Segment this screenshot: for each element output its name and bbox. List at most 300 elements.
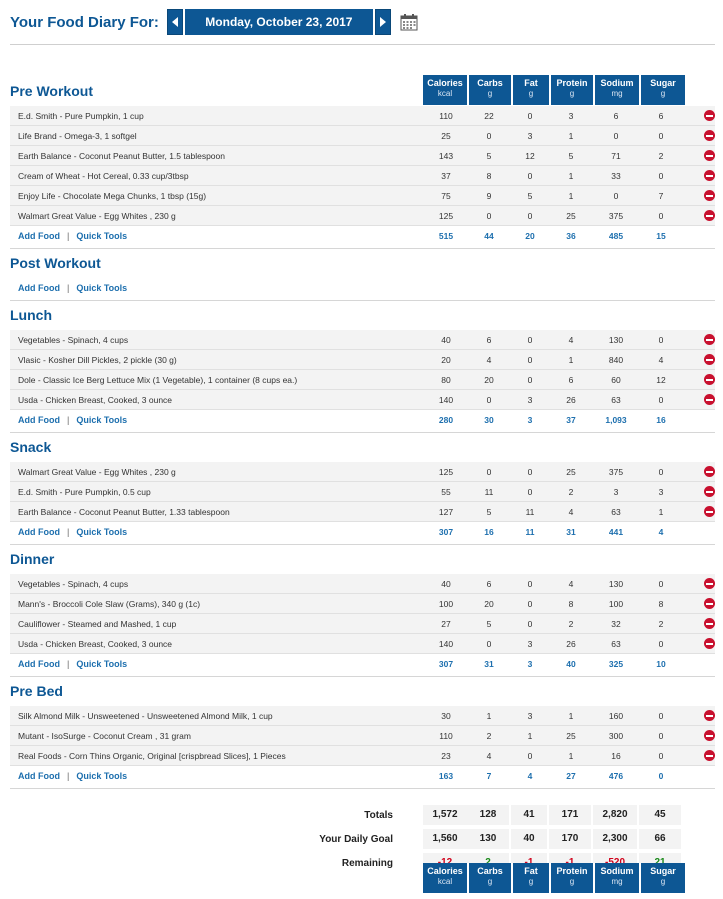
meal-total-sodium: 476 xyxy=(608,771,624,781)
food-entry-carbs: 0 xyxy=(486,394,492,405)
food-entry-row[interactable] xyxy=(10,330,715,350)
food-entry-sodium: 130 xyxy=(608,578,624,589)
column-header-label: Protein xyxy=(556,866,588,876)
food-entry-calories: 127 xyxy=(438,506,454,517)
meal-total-calories: 163 xyxy=(438,771,454,781)
food-entry-row[interactable] xyxy=(10,106,715,126)
summary-goal-protein: 170 xyxy=(549,829,591,849)
food-entry-row[interactable] xyxy=(10,706,715,726)
column-header-unit: kcal xyxy=(437,89,453,98)
meal-total-calories: 307 xyxy=(438,659,454,669)
meal-divider xyxy=(10,788,715,789)
food-entry-carbs: 1 xyxy=(486,710,492,721)
delete-entry-icon[interactable] xyxy=(704,506,715,517)
meal-totals-row xyxy=(10,226,715,246)
food-entry-carbs: 0 xyxy=(486,130,492,141)
meal-total-carbs: 30 xyxy=(484,415,494,425)
food-entry-row[interactable] xyxy=(10,634,715,654)
delete-entry-icon[interactable] xyxy=(704,730,715,741)
meal-total-sodium: 1,093 xyxy=(605,415,627,425)
summary-totals-sugar: 45 xyxy=(639,805,681,825)
food-entry-calories: 23 xyxy=(441,750,451,761)
summary-totals-carbs: 128 xyxy=(467,805,509,825)
food-entry-sodium: 63 xyxy=(611,638,621,649)
food-entry-fat: 0 xyxy=(527,374,533,385)
previous-day-button[interactable] xyxy=(167,9,183,35)
summary-totals-fat: 41 xyxy=(511,805,547,825)
food-entry-sugar: 0 xyxy=(658,334,664,345)
column-header-unit: g xyxy=(569,89,575,98)
meal-total-calories: 307 xyxy=(438,527,454,537)
delete-entry-icon[interactable] xyxy=(704,210,715,221)
meal-total-sodium: 485 xyxy=(608,231,624,241)
food-entry-carbs: 8 xyxy=(486,170,492,181)
meal-total-carbs: 44 xyxy=(484,231,494,241)
meal-actions xyxy=(10,283,418,293)
food-entry-sodium: 32 xyxy=(611,618,621,629)
food-entry-name[interactable]: Usda - Chicken Breast, Cooked, 3 ounce xyxy=(18,638,173,649)
food-entry-fat: 0 xyxy=(527,486,533,497)
food-entry-calories: 110 xyxy=(439,730,453,741)
quick-tools-link[interactable]: Quick Tools xyxy=(76,771,128,781)
food-entry-sugar: 0 xyxy=(658,578,664,589)
food-entry-sodium: 3 xyxy=(613,486,619,497)
food-entry-calories: 140 xyxy=(438,638,454,649)
meal-totals-row xyxy=(10,766,715,786)
food-entry-carbs: 20 xyxy=(484,598,494,609)
food-entry-calories: 37 xyxy=(441,170,451,181)
meal-divider xyxy=(10,676,715,677)
column-header-carbs xyxy=(469,863,513,893)
food-entry-row[interactable] xyxy=(10,206,715,226)
food-entry-carbs: 0 xyxy=(486,466,492,477)
food-entry-name[interactable]: Usda - Chicken Breast, Cooked, 3 ounce xyxy=(18,394,173,405)
quick-tools-link[interactable]: Quick Tools xyxy=(76,283,128,293)
meal-title-pre-bed: Pre Bed xyxy=(10,683,63,699)
column-headers-top xyxy=(423,75,685,105)
column-header-unit: g xyxy=(569,877,575,886)
food-entry-sodium: 63 xyxy=(611,394,621,405)
column-header-protein xyxy=(551,863,595,893)
food-entry-sugar: 2 xyxy=(658,618,664,629)
food-entry-carbs: 5 xyxy=(486,618,492,629)
food-entry-protein: 25 xyxy=(566,210,576,221)
food-entry-fat: 3 xyxy=(527,394,533,405)
food-entry-sugar: 6 xyxy=(658,110,664,121)
food-entry-carbs: 5 xyxy=(486,150,492,161)
meal-actions xyxy=(10,231,418,241)
meal-title-snack: Snack xyxy=(10,439,52,455)
food-entry-row[interactable] xyxy=(10,390,715,410)
food-entry-name[interactable]: Walmart Great Value - Egg Whites , 230 g xyxy=(18,210,176,221)
meal-actions xyxy=(10,659,418,669)
summary-totals-row xyxy=(10,805,715,825)
food-entry-sodium: 160 xyxy=(608,710,624,721)
meal-totals-row xyxy=(10,410,715,430)
delete-entry-icon[interactable] xyxy=(704,150,715,161)
food-entry-protein: 5 xyxy=(568,150,574,161)
food-entry-carbs: 4 xyxy=(486,354,492,365)
meal-total-protein: 40 xyxy=(566,659,576,669)
summary-goal-row xyxy=(10,829,715,849)
food-entry-row[interactable] xyxy=(10,502,715,522)
food-entry-protein: 25 xyxy=(566,730,576,741)
meal-total-carbs: 31 xyxy=(484,659,494,669)
meal-total-fat: 11 xyxy=(525,527,535,537)
meal-title-post-workout: Post Workout xyxy=(10,255,101,271)
summary-goal-fat: 40 xyxy=(511,829,547,849)
delete-entry-icon[interactable] xyxy=(704,750,715,761)
column-header-unit: g xyxy=(660,89,666,98)
column-header-label: Sodium xyxy=(600,866,634,876)
column-header-sodium xyxy=(595,75,641,105)
meal-total-carbs: 7 xyxy=(486,771,492,781)
food-entry-carbs: 20 xyxy=(484,374,494,385)
food-entry-sodium: 375 xyxy=(608,210,624,221)
delete-entry-icon[interactable] xyxy=(704,638,715,649)
food-entry-fat: 0 xyxy=(527,618,533,629)
food-entry-protein: 4 xyxy=(568,334,574,345)
food-entry-name[interactable]: Dole - Classic Ice Berg Lettuce Mix (1 Vegetable), 1 container (8 cups ea.) xyxy=(18,374,298,385)
food-entry-sodium: 130 xyxy=(608,334,624,345)
food-entry-protein: 1 xyxy=(568,750,574,761)
delete-entry-icon[interactable] xyxy=(704,618,715,629)
meal-total-protein: 36 xyxy=(566,231,576,241)
food-entry-name[interactable]: Silk Almond Milk - Unsweetened - Unsweetened Almond Milk, 1 cup xyxy=(18,710,273,721)
food-entry-sodium: 375 xyxy=(608,466,624,477)
food-entry-row[interactable] xyxy=(10,146,715,166)
food-entry-calories: 80 xyxy=(441,374,451,385)
column-header-sodium xyxy=(595,863,641,893)
summary-totals-label: Totals xyxy=(364,809,393,821)
meal-total-sugar: 0 xyxy=(658,771,664,781)
column-header-label: Sodium xyxy=(600,78,634,88)
meal-total-protein: 31 xyxy=(566,527,576,537)
food-entry-sugar: 0 xyxy=(658,466,664,477)
food-entry-fat: 0 xyxy=(527,578,533,589)
meal-divider xyxy=(10,300,715,301)
link-separator: | xyxy=(67,527,70,537)
food-entry-row[interactable] xyxy=(10,166,715,186)
quick-tools-link[interactable]: Quick Tools xyxy=(76,659,128,669)
column-header-label: Carbs xyxy=(477,866,503,876)
food-entry-name[interactable]: Earth Balance - Coconut Peanut Butter, 1.5 tablespoon xyxy=(18,150,225,161)
food-entry-sodium: 16 xyxy=(611,750,621,761)
food-entry-fat: 0 xyxy=(527,466,533,477)
meal-total-protein: 27 xyxy=(566,771,576,781)
food-entry-carbs: 11 xyxy=(484,486,494,497)
food-entry-name[interactable]: Vegetables - Spinach, 4 cups xyxy=(18,578,129,589)
food-entry-calories: 75 xyxy=(441,190,451,201)
food-entry-row[interactable] xyxy=(10,482,715,502)
summary-totals-calories: 1,572 xyxy=(423,805,467,825)
food-entry-protein: 1 xyxy=(568,170,574,181)
food-entry-carbs: 9 xyxy=(486,190,492,201)
food-entry-row[interactable] xyxy=(10,594,715,614)
link-separator: | xyxy=(67,231,70,241)
food-entry-name[interactable]: E.d. Smith - Pure Pumpkin, 0.5 cup xyxy=(18,486,151,497)
next-day-button[interactable] xyxy=(375,9,391,35)
food-entry-protein: 1 xyxy=(568,354,574,365)
food-entry-row[interactable] xyxy=(10,614,715,634)
summary-goal-calories: 1,560 xyxy=(423,829,467,849)
summary-goal-label: Your Daily Goal xyxy=(319,833,393,845)
food-entry-row[interactable] xyxy=(10,462,715,482)
summary-totals-sodium: 2,820 xyxy=(593,805,637,825)
diary-header xyxy=(10,8,418,36)
column-header-label: Protein xyxy=(556,78,588,88)
meal-total-calories: 515 xyxy=(438,231,454,241)
food-entry-row[interactable] xyxy=(10,126,715,146)
food-entry-sugar: 12 xyxy=(656,374,666,385)
add-food-link[interactable]: Add Food xyxy=(18,415,60,425)
food-entry-row[interactable] xyxy=(10,186,715,206)
delete-entry-icon[interactable] xyxy=(704,130,715,141)
column-header-unit: g xyxy=(528,89,534,98)
food-entry-sugar: 7 xyxy=(658,190,664,201)
column-header-protein xyxy=(551,75,595,105)
column-header-unit: g xyxy=(528,877,534,886)
summary-goal-sugar: 66 xyxy=(639,829,681,849)
meal-title-pre-workout: Pre Workout xyxy=(10,83,93,99)
meal-total-calories: 280 xyxy=(438,415,454,425)
meal-actions xyxy=(10,415,418,425)
food-entry-row[interactable] xyxy=(10,370,715,390)
meal-actions xyxy=(10,771,418,781)
food-entry-name[interactable]: Walmart Great Value - Egg Whites , 230 g xyxy=(18,466,176,477)
food-entry-protein: 25 xyxy=(566,466,576,477)
meal-total-sugar: 15 xyxy=(656,231,666,241)
column-header-unit: g xyxy=(487,877,493,886)
delete-entry-icon[interactable] xyxy=(704,394,715,405)
quick-tools-link[interactable]: Quick Tools xyxy=(76,231,128,241)
food-entry-protein: 1 xyxy=(568,130,574,141)
food-entry-name[interactable]: E.d. Smith - Pure Pumpkin, 1 cup xyxy=(18,110,144,121)
food-entry-calories: 140 xyxy=(438,394,454,405)
delete-entry-icon[interactable] xyxy=(704,170,715,181)
food-entry-name[interactable]: Vlasic - Kosher Dill Pickles, 2 pickle (30 g) xyxy=(18,354,177,365)
delete-entry-icon[interactable] xyxy=(704,466,715,477)
food-entry-carbs: 0 xyxy=(486,638,492,649)
food-entry-sodium: 63 xyxy=(611,506,621,517)
column-header-unit: kcal xyxy=(437,877,453,886)
food-entry-sodium: 840 xyxy=(608,354,624,365)
food-entry-sodium: 0 xyxy=(613,130,619,141)
food-entry-sodium: 0 xyxy=(613,190,619,201)
food-entry-fat: 0 xyxy=(527,170,533,181)
summary-goal-sodium: 2,300 xyxy=(593,829,637,849)
column-header-sugar xyxy=(641,863,685,893)
column-header-unit: g xyxy=(487,89,493,98)
food-entry-row[interactable] xyxy=(10,574,715,594)
food-entry-fat: 0 xyxy=(527,334,533,345)
column-header-label: Calories xyxy=(427,866,463,876)
column-header-label: Fat xyxy=(524,78,538,88)
food-entry-protein: 6 xyxy=(568,374,574,385)
quick-tools-link[interactable]: Quick Tools xyxy=(76,415,128,425)
delete-entry-icon[interactable] xyxy=(704,110,715,121)
delete-entry-icon[interactable] xyxy=(704,486,715,497)
delete-entry-icon[interactable] xyxy=(704,354,715,365)
meal-total-sugar: 10 xyxy=(656,659,666,669)
food-entry-sugar: 0 xyxy=(658,750,664,761)
food-entry-fat: 0 xyxy=(527,210,533,221)
column-header-fat xyxy=(513,75,551,105)
food-entry-calories: 55 xyxy=(441,486,451,497)
food-entry-carbs: 5 xyxy=(486,506,492,517)
food-entry-sugar: 0 xyxy=(658,394,664,405)
food-entry-name[interactable]: Enjoy Life - Chocolate Mega Chunks, 1 tbsp (15g) xyxy=(18,190,207,201)
caret-right-icon xyxy=(380,17,386,27)
column-header-fat xyxy=(513,863,551,893)
link-separator: | xyxy=(67,415,70,425)
food-entry-sugar: 0 xyxy=(658,710,664,721)
add-food-link[interactable]: Add Food xyxy=(18,283,60,293)
meal-divider xyxy=(10,432,715,433)
calendar-icon[interactable] xyxy=(400,13,418,31)
meal-total-fat: 3 xyxy=(527,415,533,425)
food-entry-sugar: 3 xyxy=(658,486,664,497)
food-entry-sugar: 2 xyxy=(658,150,664,161)
food-entry-protein: 2 xyxy=(568,618,574,629)
link-separator: | xyxy=(67,771,70,781)
meal-total-carbs: 16 xyxy=(484,527,494,537)
quick-tools-link[interactable]: Quick Tools xyxy=(76,527,128,537)
food-entry-fat: 12 xyxy=(525,150,535,161)
food-entry-fat: 5 xyxy=(527,190,533,201)
food-entry-row[interactable] xyxy=(10,726,715,746)
caret-left-icon xyxy=(172,17,178,27)
summary-totals-protein: 171 xyxy=(549,805,591,825)
add-food-link[interactable]: Add Food xyxy=(18,231,60,241)
food-entry-fat: 0 xyxy=(527,750,533,761)
column-header-calories xyxy=(423,75,469,105)
food-entry-carbs: 6 xyxy=(486,578,492,589)
food-entry-protein: 4 xyxy=(568,506,574,517)
column-header-carbs xyxy=(469,75,513,105)
food-entry-sugar: 0 xyxy=(658,638,664,649)
food-entry-calories: 143 xyxy=(438,150,454,161)
food-entry-sugar: 0 xyxy=(658,130,664,141)
food-entry-calories: 30 xyxy=(441,710,451,721)
food-entry-fat: 0 xyxy=(527,598,533,609)
column-header-sugar xyxy=(641,75,685,105)
food-entry-name[interactable]: Mutant - IsoSurge - Coconut Cream , 31 gram xyxy=(18,730,191,741)
food-entry-row[interactable] xyxy=(10,350,715,370)
delete-entry-icon[interactable] xyxy=(704,334,715,345)
food-entry-protein: 8 xyxy=(568,598,574,609)
food-entry-sugar: 1 xyxy=(658,506,664,517)
meal-title-dinner: Dinner xyxy=(10,551,55,567)
page-title: Your Food Diary For: xyxy=(10,13,159,31)
food-entry-sugar: 8 xyxy=(658,598,664,609)
delete-entry-icon[interactable] xyxy=(704,710,715,721)
add-food-link[interactable]: Add Food xyxy=(18,527,60,537)
food-entry-protein: 2 xyxy=(568,486,574,497)
food-entry-name[interactable]: Earth Balance - Coconut Peanut Butter, 1.33 tablespoon xyxy=(18,506,230,517)
meal-totals-row xyxy=(10,278,715,298)
meal-divider xyxy=(10,248,715,249)
food-entry-carbs: 2 xyxy=(486,730,492,741)
meal-totals-row xyxy=(10,522,715,542)
column-header-calories xyxy=(423,863,469,893)
food-entry-fat: 11 xyxy=(525,506,535,517)
food-entry-name[interactable]: Real Foods - Corn Thins Organic, Original [crispbread Slices], 1 Pieces xyxy=(18,750,286,761)
food-entry-fat: 3 xyxy=(527,710,533,721)
food-entry-fat: 0 xyxy=(527,110,533,121)
food-entry-name[interactable]: Cauliflower - Steamed and Mashed, 1 cup xyxy=(18,618,177,629)
food-entry-protein: 1 xyxy=(568,190,574,201)
meal-total-fat: 3 xyxy=(527,659,533,669)
food-entry-carbs: 22 xyxy=(484,110,494,121)
food-entry-calories: 125 xyxy=(438,466,454,477)
delete-entry-icon[interactable] xyxy=(704,190,715,201)
summary-goal-carbs: 130 xyxy=(467,829,509,849)
meal-total-fat: 4 xyxy=(527,771,533,781)
food-entry-calories: 110 xyxy=(439,110,453,121)
current-date[interactable]: Monday, October 23, 2017 xyxy=(185,9,373,35)
meal-totals-row xyxy=(10,654,715,674)
delete-entry-icon[interactable] xyxy=(704,578,715,589)
column-header-unit: g xyxy=(660,877,666,886)
food-entry-name[interactable]: Life Brand - Omega-3, 1 softgel xyxy=(18,130,137,141)
food-entry-carbs: 6 xyxy=(486,334,492,345)
food-entry-protein: 4 xyxy=(568,578,574,589)
food-entry-fat: 1 xyxy=(527,730,533,741)
column-header-unit: mg xyxy=(611,89,623,98)
food-entry-sodium: 300 xyxy=(608,730,624,741)
food-entry-fat: 3 xyxy=(527,130,533,141)
food-entry-calories: 40 xyxy=(441,578,451,589)
food-entry-sugar: 0 xyxy=(658,210,664,221)
food-entry-row[interactable] xyxy=(10,746,715,766)
food-entry-calories: 100 xyxy=(438,598,454,609)
food-entry-protein: 26 xyxy=(566,638,576,649)
link-separator: | xyxy=(67,283,70,293)
food-entry-name[interactable]: Mann's - Broccoli Cole Slaw (Grams), 340 g (1c) xyxy=(18,598,201,609)
food-entry-protein: 1 xyxy=(568,710,574,721)
food-entry-calories: 20 xyxy=(441,354,451,365)
food-entry-carbs: 0 xyxy=(486,210,492,221)
add-food-link[interactable]: Add Food xyxy=(18,771,60,781)
link-separator: | xyxy=(67,659,70,669)
meal-total-protein: 37 xyxy=(566,415,576,425)
food-entry-name[interactable]: Vegetables - Spinach, 4 cups xyxy=(18,334,129,345)
meal-divider xyxy=(10,544,715,545)
column-header-unit: mg xyxy=(611,877,623,886)
column-header-label: Calories xyxy=(427,78,463,88)
food-entry-name[interactable]: Cream of Wheat - Hot Cereal, 0.33 cup/3tbsp xyxy=(18,170,189,181)
meal-actions xyxy=(10,527,418,537)
food-entry-calories: 25 xyxy=(441,130,451,141)
header-divider xyxy=(10,44,715,45)
delete-entry-icon[interactable] xyxy=(704,598,715,609)
column-header-label: Carbs xyxy=(477,78,503,88)
column-headers-bottom xyxy=(423,863,685,893)
delete-entry-icon[interactable] xyxy=(704,374,715,385)
column-header-label: Sugar xyxy=(650,78,676,88)
food-entry-fat: 0 xyxy=(527,354,533,365)
summary-remaining-label: Remaining xyxy=(341,857,393,869)
food-entry-sodium: 71 xyxy=(611,150,621,161)
food-entry-carbs: 4 xyxy=(486,750,492,761)
food-entry-sodium: 60 xyxy=(611,374,621,385)
food-entry-fat: 3 xyxy=(527,638,533,649)
meal-total-sodium: 441 xyxy=(608,527,624,537)
food-entry-calories: 40 xyxy=(441,334,451,345)
add-food-link[interactable]: Add Food xyxy=(18,659,60,669)
food-entry-sugar: 4 xyxy=(658,354,664,365)
